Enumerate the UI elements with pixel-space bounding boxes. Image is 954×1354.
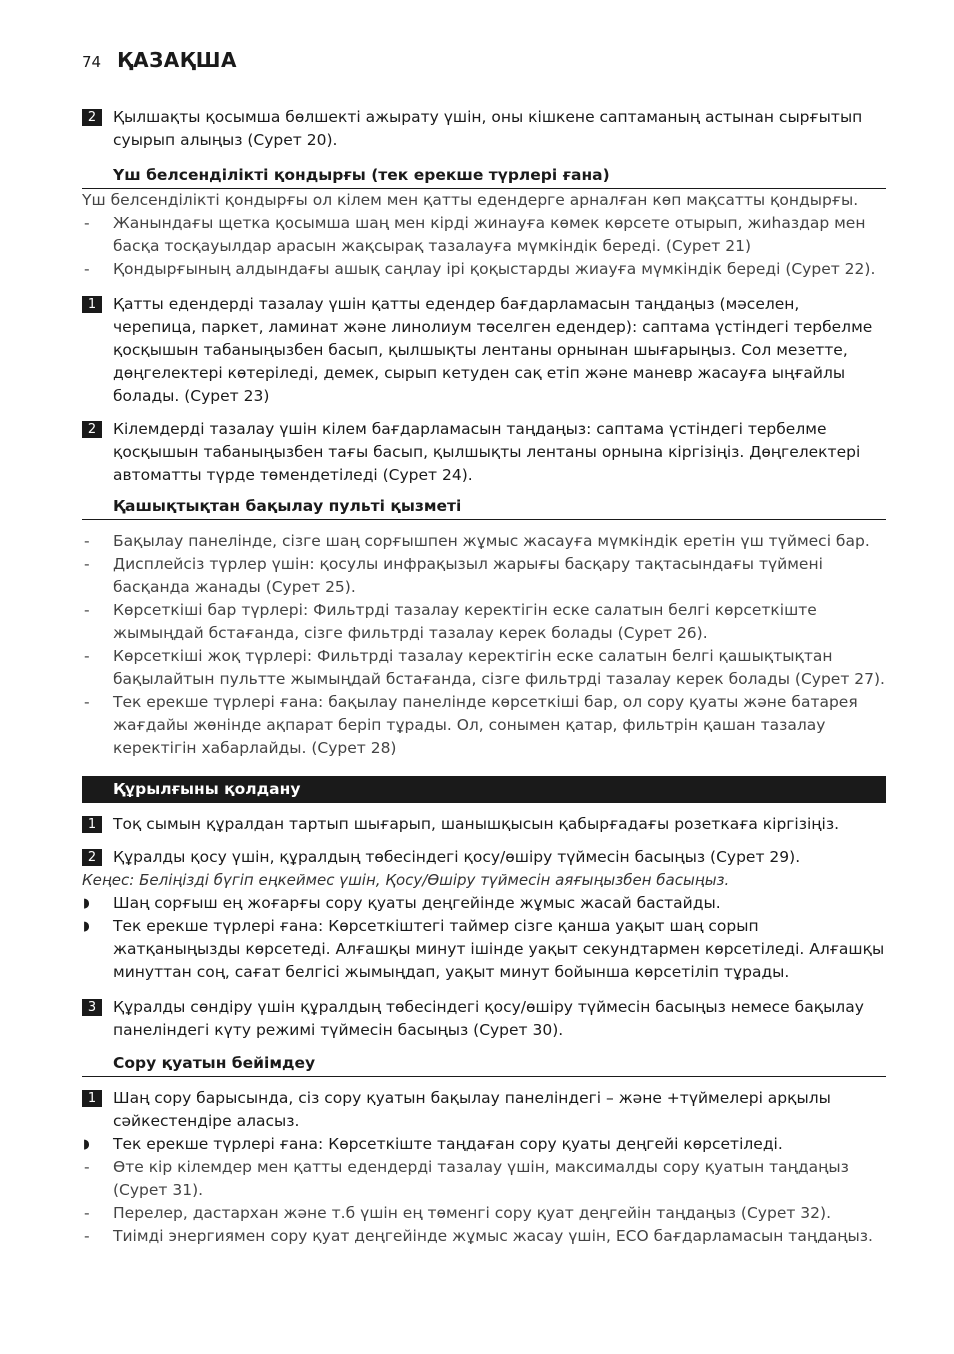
step-number: 2 <box>82 421 102 438</box>
section-title-use: Құрылғыны қолдану <box>82 776 886 803</box>
section-title-power: Сору қуатын бейімдеу <box>82 1052 886 1077</box>
step-plug-in <box>82 813 886 836</box>
list-item: - Тек ерекше түрлері ғана: бақылау панелінде көрсеткіші бар, ол сору қуаты және батарея жағдайы жөнінде ақпарат беріп тұрады. Ол, сонымен қатар, фильтрін қашан тазалау керектігін хабарлайды. (Сурет 28) <box>82 691 886 760</box>
page-number: 74 <box>82 53 102 71</box>
list-item: - Өте кір кілемдер мен қатты едендерді тазалау үшін, максималды сору қуатын таңдаңыз (Сурет 31). <box>82 1156 886 1202</box>
step-number: 1 <box>82 1090 102 1107</box>
bullet-text: Шаң сорғыш ең жоғарғы сору қуаты деңгейінде жұмыс жасай бастайды. <box>113 894 721 912</box>
step-number: 2 <box>82 849 102 866</box>
section-title-remote: Қашықтықтан бақылау пульті қызметі <box>82 495 886 520</box>
step-number: 3 <box>82 999 102 1016</box>
step-adjust-power <box>82 1087 886 1133</box>
bullet-icon: ◗ <box>83 1137 90 1152</box>
bullet-icon: ◗ <box>83 896 90 911</box>
list-item: - Перелер, дастархан және т.б үшін ең төменгі сору қуат деңгейін таңдаңыз (Сурет 32). <box>82 1202 886 1225</box>
section-title-triactive: Үш белсенділікті қондырғы (тек ерекше түрлері ғана) <box>82 164 886 189</box>
list-item: - Көрсеткіші бар түрлері: Фильтрді тазалау керектігін еске салатын белгі көрсеткіште жымыңдай бстағанда, сізге фильтрді тазалау керек болады (Сурет 26). <box>82 599 886 645</box>
bullet-text: Тек ерекше түрлері ғана: Көрсеткіштегі таймер сізге қанша уақыт шаң сорып жатқаныңызды көрсетеді. Алғашқы минут ішінде уақыт секундтармен көрсетіледі. Алғашқы минуттан соң, сағат белгісі жымыңдап, уақыт минут бойынша көрсетіліп тұрады. <box>113 917 885 981</box>
step-text: Тоқ сымын құралдан тартып шығарып, шанышқысын қабырғадағы розеткаға кіргізіңіз. <box>113 815 839 833</box>
language-title: ҚАЗАҚША <box>117 48 237 72</box>
page-content <box>82 106 886 1248</box>
list-item: - Көрсеткіші жоқ түрлері: Фильтрді тазалау керектігін еске салатын белгі қашықтықтан бақылайтын пультте жымыңдай бстағанда, сізге фильтрді тазалау керек болады (Сурет 27). <box>82 645 886 691</box>
bullet-item <box>82 1133 886 1156</box>
step-remove-brush <box>82 106 886 152</box>
step-text: Қылшақты қосымша бөлшекті ажырату үшін, оны кішкене саптаманың астынан сырғытып суырып алыңыз (Сурет 20). <box>113 108 863 149</box>
bullet-item <box>82 892 886 915</box>
list-item: - Дисплейсіз түрлер үшін: қосулы инфрақызыл жарығы басқару тақтасындағы түймені басқанда жанады (Сурет 25). <box>82 553 886 599</box>
step-carpets <box>82 418 886 487</box>
list-item: - Жанындағы щетка қосымша шаң мен кірді жинауға көмек көрсете отырып, жиһаздар мен басқа тосқауылдар арасын жақсырақ тазалауға мүмкіндік береді. (Сурет 21) <box>82 212 886 258</box>
step-text: Құралды сөндіру үшін құралдың төбесіндегі қосу/өшіру түймесін басыңыз немесе бақылау панеліндегі күту режимі түймесін басыңыз (Сурет 30). <box>113 998 864 1039</box>
bullet-icon: ◗ <box>83 919 90 934</box>
step-number: 1 <box>82 816 102 833</box>
tip-text: Кеңес: Беліңізді бүгіп еңкеймес үшін, Қосу/Өшіру түймесін аяғыңызбен басыңыз. <box>82 871 730 889</box>
triactive-intro: Үш белсенділікті қондырғы ол кілем мен қатты едендерге арналған көп мақсатты қондырғы. <box>82 191 859 209</box>
page-header <box>82 48 237 72</box>
list-item: - Тиімді энергиямен сору қуат деңгейінде жұмыс жасау үшін, ECO бағдарламасын таңдаңыз. <box>82 1225 886 1248</box>
step-text: Шаң сору барысында, сіз сору қуатын бақылау панеліндегі – және +түймелері арқылы сәйкестендіре аласыз. <box>113 1089 831 1130</box>
step-number: 2 <box>82 109 102 126</box>
step-number: 1 <box>82 296 102 313</box>
remote-list <box>82 530 886 760</box>
step-text: Кілемдерді тазалау үшін кілем бағдарламасын таңдаңыз: саптама үстіндегі тербелме қосқышын табаныңызбен тағы басып, қылшықты лентаны орнына кіргізіңіз. Дөңгелектері автоматты түрде төмендетіледі (Сурет 24). <box>113 420 861 484</box>
bullet-item <box>82 915 886 984</box>
step-hard-floors <box>82 293 886 408</box>
list-item: - Бақылау панелінде, сізге шаң сорғышпен жұмыс жасауға мүмкіндік еретін үш түймесі бар. <box>82 530 886 553</box>
step-switch-off <box>82 996 886 1042</box>
step-switch-on <box>82 846 886 869</box>
bullet-text: Тек ерекше түрлері ғана: Көрсеткіште таңдаған сору қуаты деңгейі көрсетіледі. <box>113 1135 783 1153</box>
list-item: - Қондырғының алдындағы ашық саңлау ірі қоқыстарды жиауға мүмкіндік береді (Сурет 22). <box>82 258 886 281</box>
step-text: Құралды қосу үшін, құралдың төбесіндегі қосу/өшіру түймесін басыңыз (Сурет 29). <box>113 848 801 866</box>
step-text: Қатты едендерді тазалау үшін қатты едендер бағдарламасын таңдаңыз (мәселен, черепица, паркет, ламинат және линолиум төселген едендер): саптама үстіндегі тербелме қосқышын табаныңызбен басып, қылшықты лентаны орнынан шығарыңыз. Сол мезетте, дөңгелектері көтеріледі, демек, сырып кетуден сақ етіп және маневр жасауға ыңғайлы болады. (Сурет 23) <box>113 295 873 405</box>
